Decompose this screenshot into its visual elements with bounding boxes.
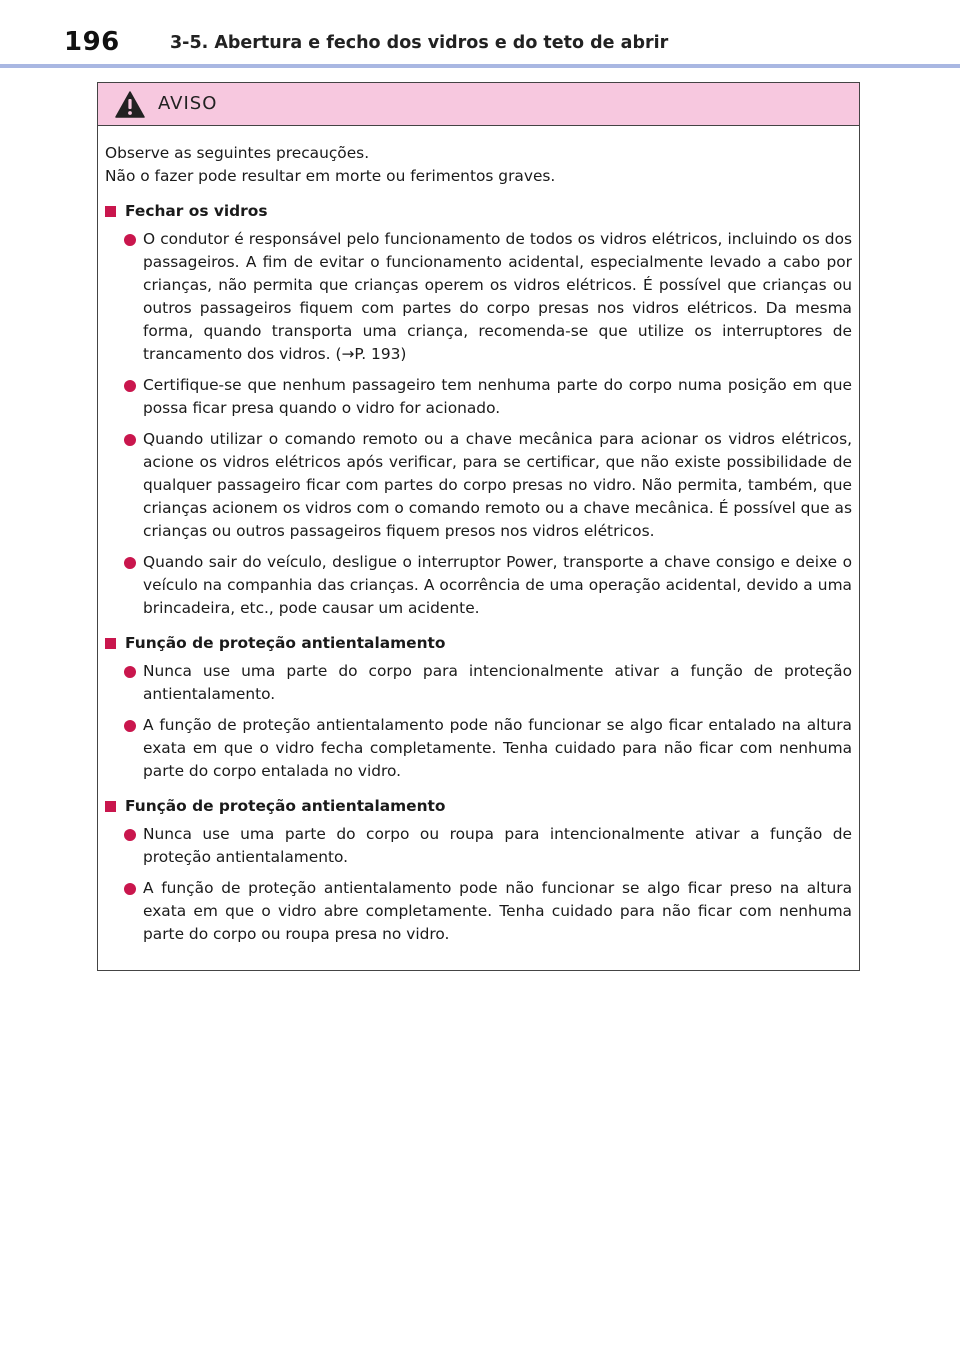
list-item-text: Certifique-se que nenhum passageiro tem nenhuma parte do corpo numa posição em que possa ficar presa quando o vidro for acionado.: [143, 376, 852, 417]
header-rule: [0, 64, 960, 68]
section-title: 3-5. Abertura e fecho dos vidros e do teto de abrir: [170, 33, 669, 53]
warning-label: AVISO: [158, 93, 218, 114]
square-bullet-icon: [105, 801, 116, 812]
list-item-text: Nunca use uma parte do corpo para intencionalmente ativar a função de proteção antientalamento.: [143, 662, 852, 703]
bullet-dot-icon: [124, 434, 136, 446]
list-item: [105, 228, 852, 366]
list-item: [105, 714, 852, 783]
list-item: [105, 823, 852, 869]
section-heading: [105, 200, 852, 223]
intro-line: Não o fazer pode resultar em morte ou ferimentos graves.: [105, 167, 556, 185]
warning-box: [97, 82, 860, 971]
list-item: [105, 660, 852, 706]
section-heading-text: Função de proteção antientalamento: [125, 797, 446, 815]
warning-triangle-icon: [115, 91, 145, 118]
list-item-text: O condutor é responsável pelo funcionamento de todos os vidros elétricos, incluindo os dos passageiros. A fim de evitar o funcionamento acidental, especialmente levado a cabo por crianças, não permita que crianças operem os vidros elétricos. É possível que crianças ou outros passageiros fiquem com partes do corpo presas nos vidros elétricos. Da mesma forma, quando transporta uma criança, recomenda-se que utilize os interruptores de trancamento dos vidros. (→P. 193): [143, 230, 852, 363]
page-header: [0, 0, 960, 70]
bullet-dot-icon: [124, 829, 136, 841]
bullet-dot-icon: [124, 557, 136, 569]
list-item-text: Nunca use uma parte do corpo ou roupa para intencionalmente ativar a função de proteção antientalamento.: [143, 825, 852, 866]
list-item-text: A função de proteção antientalamento pode não funcionar se algo ficar preso na altura exata em que o vidro abre completamente. Tenha cuidado para não ficar com nenhuma parte do corpo ou roupa presa no vidro.: [143, 879, 852, 943]
list-item-text: Quando utilizar o comando remoto ou a chave mecânica para acionar os vidros elétricos, acione os vidros elétricos após verificar, para se certificar, que não existe possibilidade de qualquer passageiro ficar com partes do corpo presas no vidro. Não permita, também, que crianças acionem os vidros com o comando remoto ou a chave mecânica. É possível que as crianças ou outros passageiros fiquem presos nos vidros elétricos.: [143, 430, 852, 540]
intro-line: Observe as seguintes precauções.: [105, 144, 370, 162]
square-bullet-icon: [105, 206, 116, 217]
section-heading: [105, 632, 852, 655]
bullet-dot-icon: [124, 234, 136, 246]
square-bullet-icon: [105, 638, 116, 649]
section-heading-text: Fechar os vidros: [125, 202, 268, 220]
page-number: 196: [64, 27, 120, 57]
section-heading: [105, 795, 852, 818]
list-item-text: A função de proteção antientalamento pode não funcionar se algo ficar entalado na altura exata em que o vidro fecha completamente. Tenha cuidado para não ficar com nenhuma parte do corpo entalada no vidro.: [143, 716, 852, 780]
warning-body: [98, 126, 859, 946]
bullet-dot-icon: [124, 380, 136, 392]
warning-header: [98, 83, 859, 126]
list-item: [105, 551, 852, 620]
section-heading-text: Função de proteção antientalamento: [125, 634, 446, 652]
bullet-dot-icon: [124, 720, 136, 732]
bullet-dot-icon: [124, 666, 136, 678]
list-item-text: Quando sair do veículo, desligue o interruptor Power, transporte a chave consigo e deixe o veículo na companhia das crianças. A ocorrência de uma operação acidental, devido a uma brincadeira, etc., pode causar um acidente.: [143, 553, 852, 617]
list-item: [105, 374, 852, 420]
list-item: [105, 877, 852, 946]
list-item: [105, 428, 852, 543]
bullet-dot-icon: [124, 883, 136, 895]
